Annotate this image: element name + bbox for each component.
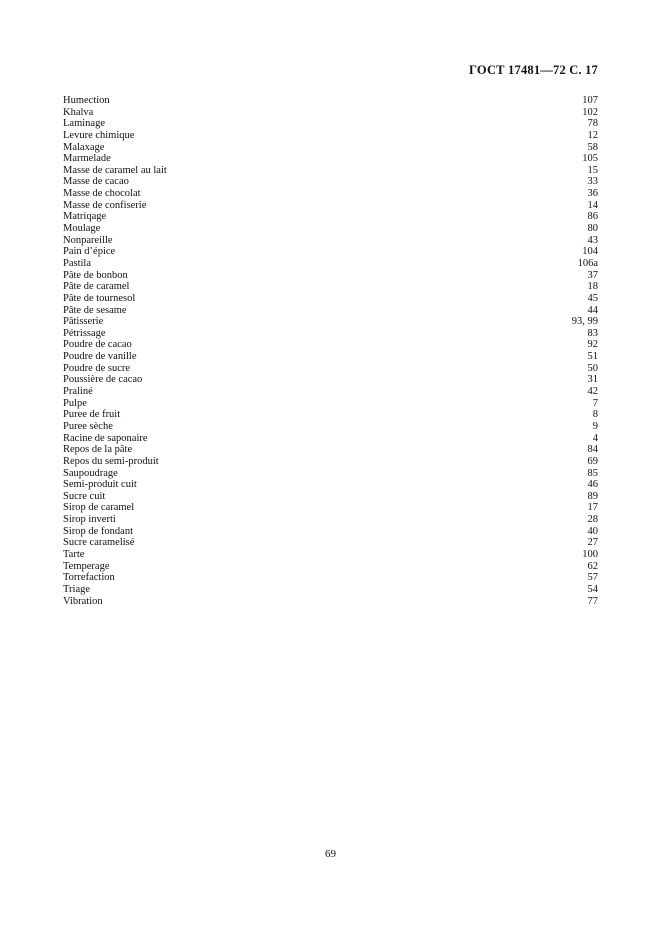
index-reference-number: 4 (592, 432, 598, 444)
index-term: Laminage (63, 118, 105, 130)
index-entry (63, 339, 598, 351)
index-entry (63, 549, 598, 561)
index-term: Puree de fruit (63, 409, 121, 421)
index-reference-number: 100 (582, 548, 598, 560)
index-reference-number: 42 (587, 386, 598, 398)
index-entry (63, 223, 598, 235)
index-term: Pain d’épice (63, 246, 116, 258)
index-reference-number: 28 (587, 514, 598, 526)
index-term: Humection (63, 95, 110, 106)
index-term: Praliné (63, 386, 93, 398)
index-reference-number: 57 (587, 572, 598, 584)
index-entry (63, 561, 598, 573)
index-entry (63, 526, 598, 538)
index-reference-number: 51 (587, 351, 598, 363)
index-term: Repos de la pâte (63, 444, 133, 456)
index-entry (63, 374, 598, 386)
index-term: Poussière de cacao (63, 374, 143, 386)
index-reference-number: 37 (587, 269, 598, 281)
index-reference-number: 9 (592, 420, 598, 432)
index-term: Levure chimique (63, 129, 135, 141)
index-reference-number: 8 (592, 409, 598, 421)
index-entry (63, 468, 598, 480)
index-entry (63, 596, 598, 608)
index-term: Pâte de bonbon (63, 269, 128, 281)
index-term: Sirop de fondant (63, 525, 133, 537)
index-reference-number: 14 (587, 199, 598, 211)
index-term: Racine de saponaire (63, 432, 148, 444)
index-reference-number: 44 (587, 304, 598, 316)
index-reference-number: 27 (587, 537, 598, 549)
index-term: Malaxage (63, 141, 105, 153)
index-reference-number: 80 (587, 223, 598, 235)
index-reference-number: 50 (587, 362, 598, 374)
index-entry (63, 107, 598, 119)
index-term: Matriqage (63, 211, 107, 223)
index-entry (63, 258, 598, 270)
index-term: Masse de caramel au lait (63, 164, 167, 176)
index-reference-number: 33 (587, 176, 598, 188)
index-entry (63, 584, 598, 596)
index-reference-number: 69 (587, 455, 598, 467)
index-entry (63, 363, 598, 375)
index-term: Moulage (63, 223, 101, 235)
index-reference-number: 77 (587, 595, 598, 607)
index-entry (63, 398, 598, 410)
index-reference-number: 78 (587, 118, 598, 130)
index-entry (63, 130, 598, 142)
index-term: Pétrissage (63, 327, 106, 339)
index-reference-number: 89 (587, 490, 598, 502)
index-reference-number: 54 (587, 583, 598, 595)
index-term: Triage (63, 583, 91, 595)
index-term: Poudre de sucre (63, 362, 131, 374)
index-entry (63, 537, 598, 549)
index-reference-number: 7 (592, 397, 598, 409)
index-term: Pâtisserie (63, 316, 104, 328)
index-entry (63, 572, 598, 584)
index-reference-number: 15 (587, 164, 598, 176)
index-entry (63, 316, 598, 328)
index-reference-number: 31 (587, 374, 598, 386)
index-entry (63, 386, 598, 398)
index-entry (63, 153, 598, 165)
index-term: Pâte de sesame (63, 304, 127, 316)
index-reference-number: 83 (587, 327, 598, 339)
index-entry (63, 118, 598, 130)
index-entry (63, 281, 598, 293)
index-term: Saupoudrage (63, 467, 118, 479)
index-entry (63, 165, 598, 177)
index-term: Puree sèche (63, 420, 113, 432)
index-entry (63, 246, 598, 258)
index-reference-number: 18 (587, 281, 598, 293)
index-term: Masse de chocolat (63, 188, 141, 200)
index-reference-number: 105 (582, 153, 598, 165)
index-reference-number: 84 (587, 444, 598, 456)
index-entry (63, 142, 598, 154)
index-entry (63, 444, 598, 456)
index-entry (63, 409, 598, 421)
index-term: Poudre de cacao (63, 339, 132, 351)
index-term: Sucre cuit (63, 490, 106, 502)
index-reference-number: 104 (582, 246, 598, 258)
index-entry (63, 514, 598, 526)
index-entry (63, 351, 598, 363)
page-number: 69 (325, 848, 336, 860)
index-entry (63, 456, 598, 468)
index-reference-number: 85 (587, 467, 598, 479)
index-reference-number: 43 (587, 234, 598, 246)
term-index-list (63, 95, 598, 607)
index-reference-number: 92 (587, 339, 598, 351)
index-entry (63, 188, 598, 200)
index-reference-number: 102 (582, 106, 598, 118)
index-entry (63, 502, 598, 514)
index-reference-number: 17 (587, 502, 598, 514)
index-entry (63, 211, 598, 223)
index-entry (63, 491, 598, 503)
index-term: Repos du semi-produit (63, 455, 159, 467)
index-term: Masse de confiserie (63, 199, 147, 211)
index-entry (63, 433, 598, 445)
index-entry (63, 293, 598, 305)
index-entry (63, 305, 598, 317)
index-entry (63, 235, 598, 247)
document-header: ГОСТ 17481—72 С. 17 (469, 63, 598, 77)
index-term: Khalva (63, 106, 94, 118)
index-entry (63, 176, 598, 188)
index-term: Sucre caramelisé (63, 537, 135, 549)
index-term: Semi-produit cuit (63, 479, 137, 491)
index-term: Pâte de tournesol (63, 292, 136, 304)
index-entry (63, 95, 598, 107)
index-reference-number: 46 (587, 479, 598, 491)
index-reference-number: 93, 99 (571, 316, 598, 328)
index-entry (63, 479, 598, 491)
index-term: Marmelade (63, 153, 111, 165)
index-term: Pastila (63, 257, 91, 269)
index-term: Temperage (63, 560, 110, 572)
index-term: Sirop de caramel (63, 502, 135, 514)
index-term: Torrefaction (63, 572, 115, 584)
index-term: Vibration (63, 595, 103, 607)
index-reference-number: 12 (587, 129, 598, 141)
index-entry (63, 328, 598, 340)
index-term: Pulpe (63, 397, 87, 409)
index-reference-number: 40 (587, 525, 598, 537)
index-term: Nonpareille (63, 234, 113, 246)
index-term: Pâte de caramel (63, 281, 130, 293)
index-reference-number: 107 (582, 95, 598, 106)
index-reference-number: 86 (587, 211, 598, 223)
index-reference-number: 45 (587, 292, 598, 304)
index-reference-number: 106a (577, 257, 598, 269)
index-term: Tarte (63, 548, 85, 560)
index-reference-number: 36 (587, 188, 598, 200)
index-entry (63, 270, 598, 282)
index-reference-number: 58 (587, 141, 598, 153)
index-entry (63, 421, 598, 433)
index-term: Sirop inverti (63, 514, 116, 526)
index-entry (63, 200, 598, 212)
index-reference-number: 62 (587, 560, 598, 572)
index-term: Masse de cacao (63, 176, 129, 188)
index-term: Poudre de vanille (63, 351, 137, 363)
